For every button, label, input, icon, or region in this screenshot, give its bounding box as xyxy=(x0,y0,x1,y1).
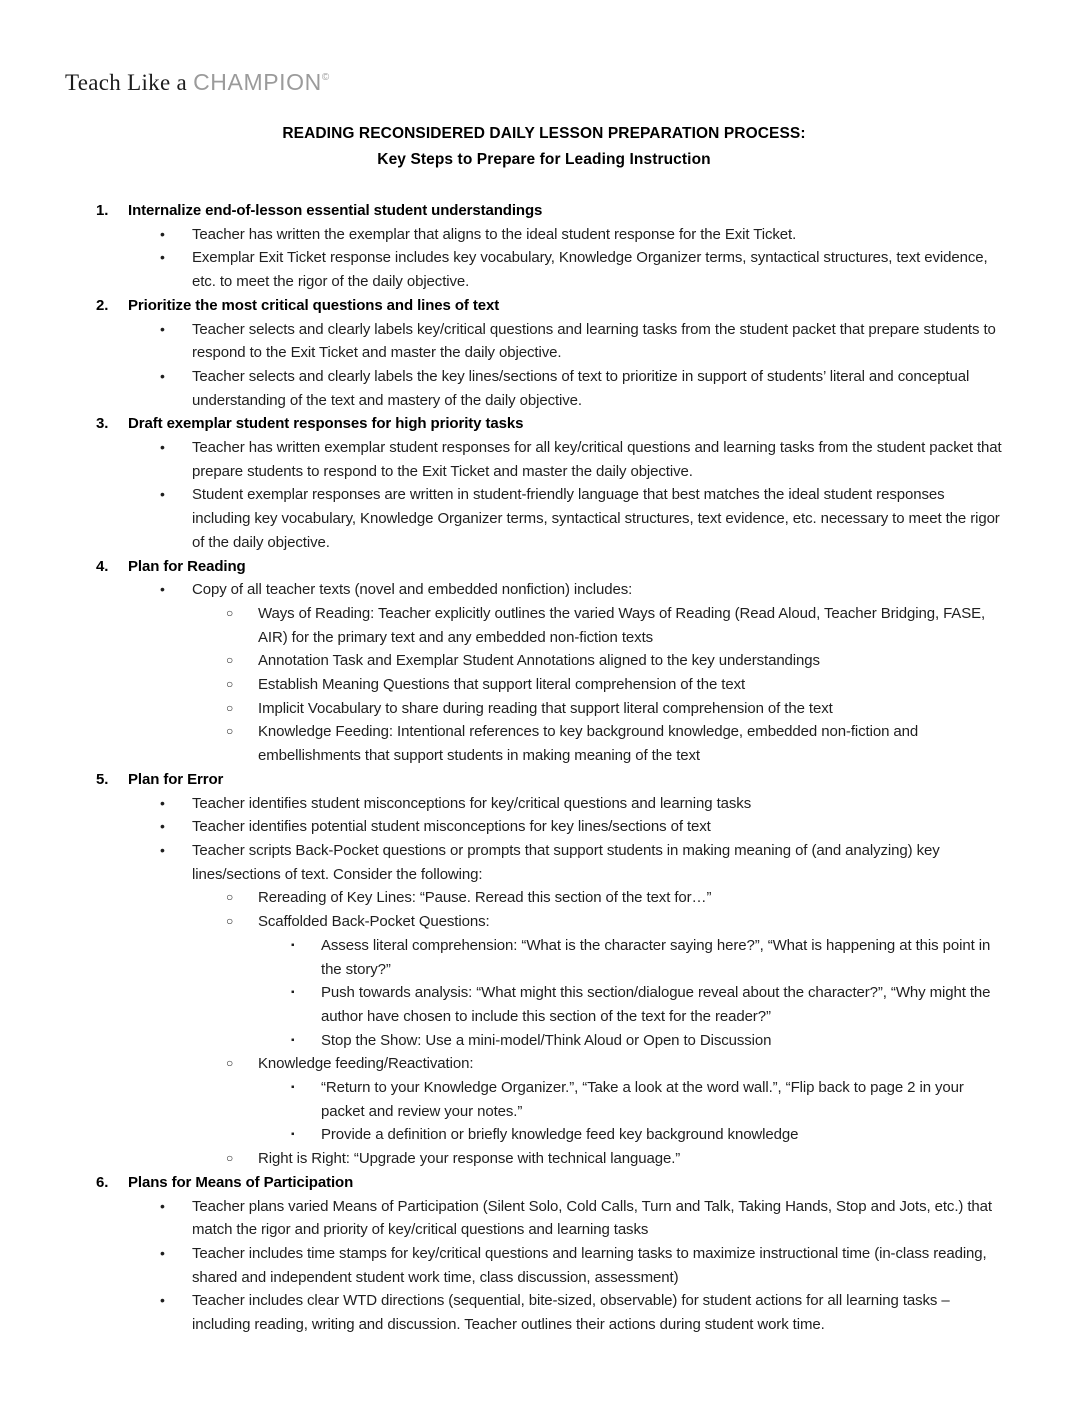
bullet-dot-icon: • xyxy=(160,320,165,337)
bullet-circle-icon: ○ xyxy=(226,653,234,668)
list-item xyxy=(96,673,1006,697)
list-item-text: “Return to your Knowledge Organizer.”, “Take a look at the word wall.”, “Flip back to page 2 in your packet and review your notes.” xyxy=(321,1079,964,1120)
lesson-prep-process-list xyxy=(96,199,1006,1337)
list-item-text: Exemplar Exit Ticket response includes key vocabulary, Knowledge Organizer terms, syntactical structures, text evidence, etc. to meet the rigor of the daily objective. xyxy=(192,249,988,291)
section-number: 2. xyxy=(96,296,109,314)
bullet-dot-icon: • xyxy=(160,818,165,835)
list-item xyxy=(96,649,1006,673)
list-item-text: Teacher includes time stamps for key/critical questions and learning tasks to maximize instructional time (in-class reading, shared and independent student work time, class discussion, assessment) xyxy=(192,1244,987,1286)
list-item-text: Teacher scripts Back-Pocket questions or prompts that support students in making meaning of (and analyzing) key lines/sections of text. Consider the following: xyxy=(192,841,940,883)
section-number: 3. xyxy=(96,415,109,433)
list-item-text: Teacher plans varied Means of Participation (Silent Solo, Cold Calls, Turn and Talk, Taking Hands, Stop and Jots, etc.) that match the rigor and priority of key/critical questions and learning tasks xyxy=(192,1197,992,1239)
list-item xyxy=(96,697,1006,721)
section-heading xyxy=(96,768,1006,792)
section-heading xyxy=(96,294,1006,318)
list-item-text: Ways of Reading: Teacher explicitly outlines the varied Ways of Reading (Read Aloud, Teacher Bridging, FASE, AIR) for the primary text and any embedded non-fiction texts xyxy=(258,604,986,646)
section-heading-text: Plan for Reading xyxy=(128,557,246,575)
list-item-text: Teacher has written the exemplar that aligns to the ideal student response for the Exit Ticket. xyxy=(192,225,797,243)
list-item-text: Teacher has written exemplar student responses for all key/critical questions and learning tasks from the student packet that prepare students to respond to the Exit Ticket and master the daily objective. xyxy=(192,439,1002,480)
bullet-square-icon: ▪ xyxy=(291,1034,295,1046)
bullet-square-icon: ▪ xyxy=(291,939,295,951)
list-item-text: Annotation Task and Exemplar Student Annotations aligned to the key understandings xyxy=(258,652,820,670)
logo-text-serif: Teach Like a xyxy=(65,70,194,95)
list-item xyxy=(96,910,1006,934)
bullet-dot-icon: • xyxy=(160,1197,165,1214)
section-heading xyxy=(96,555,1006,579)
section-heading xyxy=(96,1171,1006,1195)
list-item xyxy=(96,1029,1006,1053)
section-heading-text: Draft exemplar student responses for high priority tasks xyxy=(128,415,524,433)
bullet-circle-icon: ○ xyxy=(226,890,234,905)
list-item-text: Teacher includes clear WTD directions (sequential, bite-sized, observable) for student actions for all learning tasks – including reading, writing and discussion. Teacher outlines their actions during student work time. xyxy=(192,1292,950,1334)
bullet-dot-icon: • xyxy=(160,794,165,811)
list-item-text: Rereading of Key Lines: “Pause. Reread this section of the text for…” xyxy=(258,889,712,907)
bullet-circle-icon: ○ xyxy=(226,1056,234,1071)
bullet-circle-icon: ○ xyxy=(226,1151,234,1166)
document-title xyxy=(0,121,1088,173)
list-item-text: Stop the Show: Use a mini-model/Think Aloud or Open to Discussion xyxy=(321,1031,772,1049)
list-item xyxy=(96,839,1006,886)
list-item xyxy=(96,223,1006,247)
list-item xyxy=(96,981,1006,1028)
section-3 xyxy=(96,412,1006,554)
section-number: 5. xyxy=(96,770,109,788)
list-item-text: Teacher identifies potential student misconceptions for key lines/sections of text xyxy=(192,818,711,836)
list-item-text: Establish Meaning Questions that support literal comprehension of the text xyxy=(258,676,746,694)
list-item xyxy=(96,365,1006,412)
section-heading-text: Plans for Means of Participation xyxy=(128,1173,354,1191)
bullet-circle-icon: ○ xyxy=(226,677,234,692)
list-item xyxy=(96,483,1006,554)
brand-logo xyxy=(65,64,1088,97)
bullet-dot-icon: • xyxy=(160,1292,165,1309)
list-item-text: Copy of all teacher texts (novel and embedded nonfiction) includes: xyxy=(192,581,633,599)
list-item xyxy=(96,246,1006,293)
list-item-text: Provide a definition or briefly knowledge feed key background knowledge xyxy=(321,1126,799,1144)
bullet-square-icon: ▪ xyxy=(291,1129,295,1141)
list-item-text: Implicit Vocabulary to share during reading that support literal comprehension of the text xyxy=(258,699,833,717)
bullet-dot-icon: • xyxy=(160,367,165,384)
list-item-text: Assess literal comprehension: “What is the character saying here?”, “What is happening at this point in the story?” xyxy=(321,936,991,978)
list-item-text: Knowledge feeding/Reactivation: xyxy=(258,1055,474,1073)
bullet-circle-icon: ○ xyxy=(226,724,234,739)
list-item xyxy=(96,602,1006,649)
section-heading-text: Internalize end-of-lesson essential student understandings xyxy=(128,202,543,219)
list-item xyxy=(96,815,1006,839)
title-line-1: READING RECONSIDERED DAILY LESSON PREPARATION PROCESS: xyxy=(282,125,806,142)
list-item xyxy=(96,934,1006,981)
logo-text-brand: CHAMPION xyxy=(193,69,322,95)
section-heading-text: Prioritize the most critical questions and lines of text xyxy=(128,296,500,314)
list-item xyxy=(96,1123,1006,1147)
list-item xyxy=(96,318,1006,365)
bullet-circle-icon: ○ xyxy=(226,700,234,715)
list-item-text: Teacher selects and clearly labels the key lines/sections of text to prioritize in support of students’ literal and conceptual understanding of the text and mastery of the daily objective. xyxy=(192,367,970,409)
list-item xyxy=(96,886,1006,910)
list-item-text: Scaffolded Back-Pocket Questions: xyxy=(258,913,490,931)
list-item xyxy=(96,1076,1006,1123)
title-line-2: Key Steps to Prepare for Leading Instruction xyxy=(377,151,711,168)
copyright-mark-icon: © xyxy=(321,72,330,83)
bullet-dot-icon: • xyxy=(160,225,165,242)
bullet-dot-icon: • xyxy=(160,486,165,503)
section-number: 4. xyxy=(96,557,109,575)
list-item-text: Knowledge Feeding: Intentional references to key background knowledge, embedded non-fiction and embellishments that support students in making meaning of the text xyxy=(258,723,919,765)
section-5 xyxy=(96,768,1006,1171)
section-6 xyxy=(96,1171,1006,1337)
list-item-text: Teacher selects and clearly labels key/critical questions and learning tasks from the student packet that prepare students to respond to the Exit Ticket and master the daily objective. xyxy=(192,320,996,362)
section-number: 1. xyxy=(96,202,109,219)
list-item xyxy=(96,1147,1006,1171)
section-1 xyxy=(96,199,1006,294)
list-item-text: Teacher identifies student misconceptions for key/critical questions and learning tasks xyxy=(192,794,752,812)
bullet-circle-icon: ○ xyxy=(226,605,234,620)
list-item xyxy=(96,1289,1006,1336)
bullet-circle-icon: ○ xyxy=(226,914,234,929)
section-number: 6. xyxy=(96,1173,109,1191)
section-4 xyxy=(96,555,1006,768)
bullet-dot-icon: • xyxy=(160,439,165,456)
list-item xyxy=(96,578,1006,602)
bullet-square-icon: ▪ xyxy=(291,987,295,999)
bullet-dot-icon: • xyxy=(160,841,165,858)
list-item xyxy=(96,792,1006,816)
bullet-dot-icon: • xyxy=(160,249,165,266)
section-2 xyxy=(96,294,1006,413)
list-item-text: Right is Right: “Upgrade your response with technical language.” xyxy=(258,1150,681,1168)
bullet-dot-icon: • xyxy=(160,1244,165,1261)
list-item xyxy=(96,1195,1006,1242)
list-item xyxy=(96,436,1006,483)
list-item xyxy=(96,1052,1006,1076)
section-heading xyxy=(96,412,1006,436)
list-item-text: Student exemplar responses are written in student-friendly language that best matches the ideal student responses including key vocabulary, Knowledge Organizer terms, syntactical structures, text evidence, etc. necessary to meet the rigor of the daily objective. xyxy=(192,486,1000,551)
section-heading xyxy=(96,199,1006,223)
list-item xyxy=(96,720,1006,767)
list-item xyxy=(96,1242,1006,1289)
section-heading-text: Plan for Error xyxy=(128,770,224,788)
bullet-square-icon: ▪ xyxy=(291,1082,295,1094)
list-item-text: Push towards analysis: “What might this section/dialogue reveal about the character?”, “Why might the author have chosen to include this section of the text for the reader?” xyxy=(321,984,991,1025)
bullet-dot-icon: • xyxy=(160,581,165,598)
